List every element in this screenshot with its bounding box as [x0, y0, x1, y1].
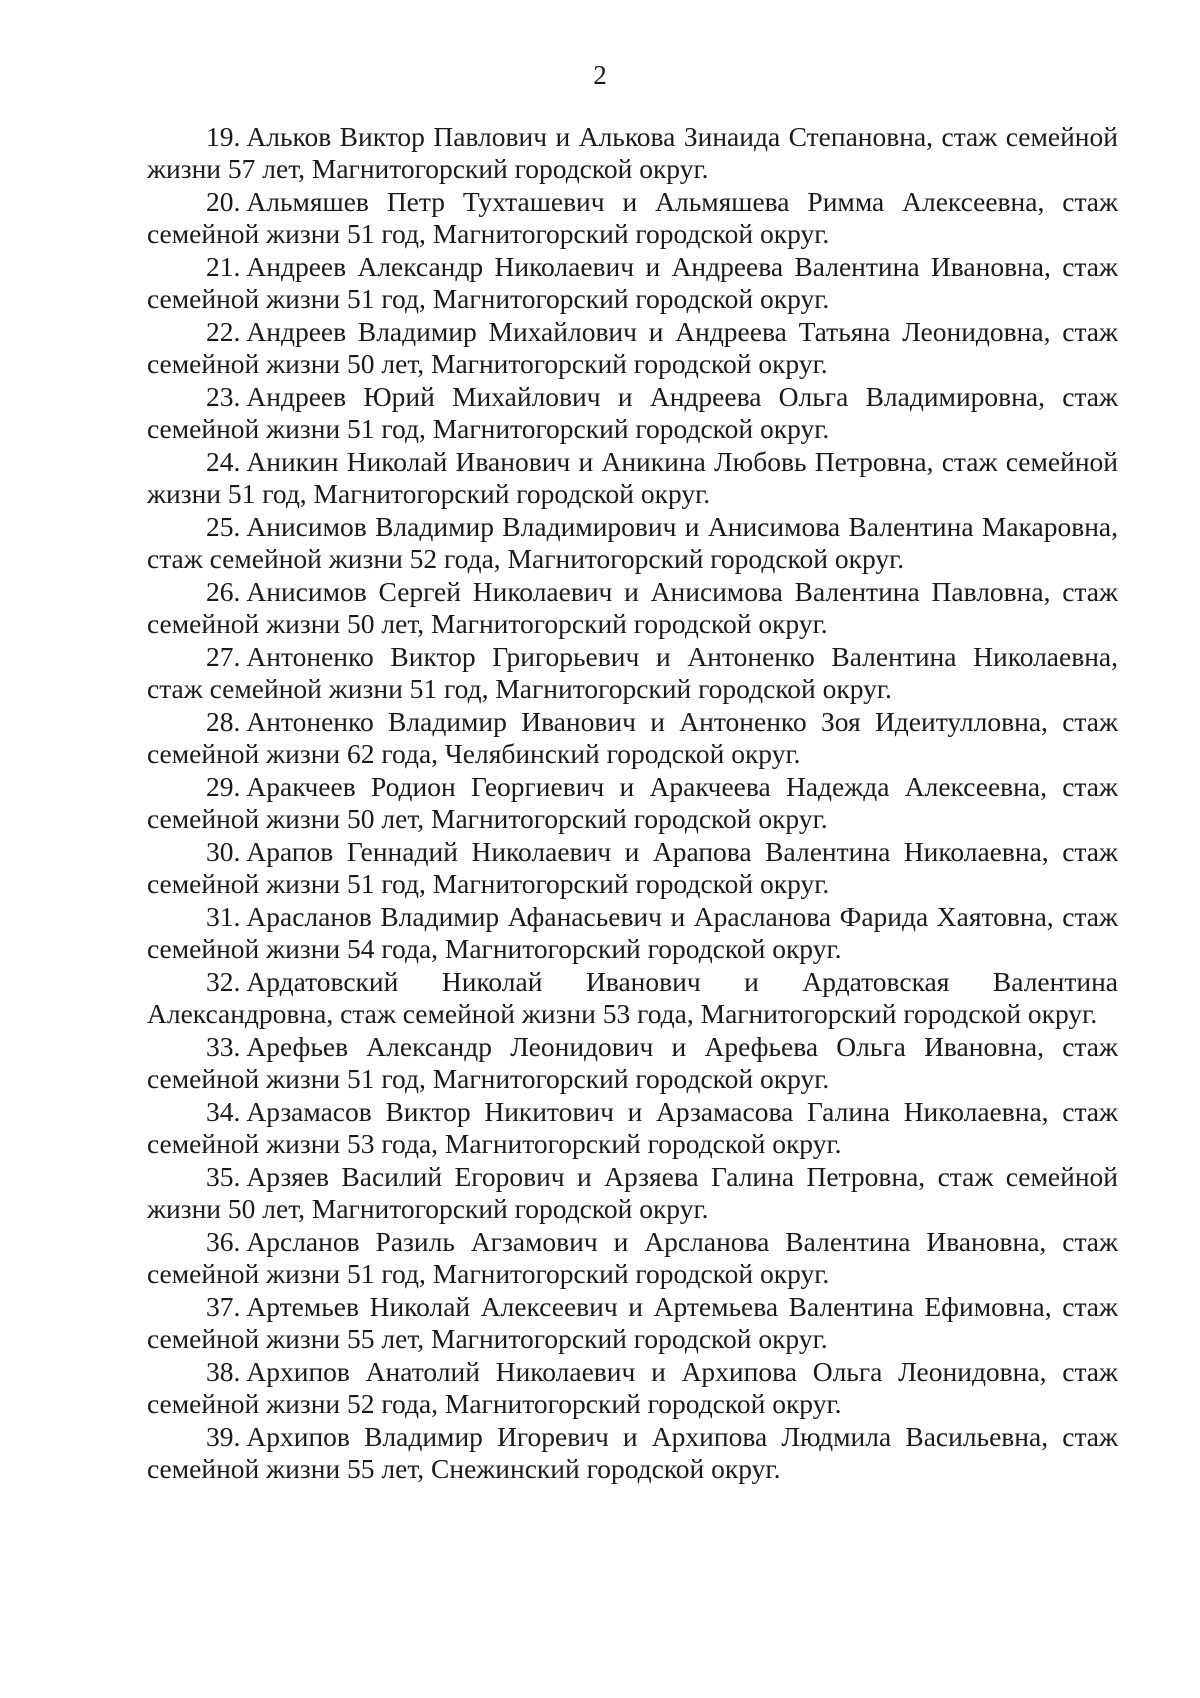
item-text: Артемьев Николай Алексеевич и Артемьева Валентина Ефимовна, стаж семейной жизни 55 лет, Магнитогорский городской округ. — [147, 1291, 1118, 1354]
list-item — [147, 706, 1118, 770]
item-text: Анисимов Сергей Николаевич и Анисимова Валентина Павловна, стаж семейной жизни 50 лет, Магнитогорский городской округ. — [147, 576, 1118, 639]
item-number: 26. — [206, 576, 241, 607]
item-text: Андреев Юрий Михайлович и Андреева Ольга Владимировна, стаж семейной жизни 51 год, Магнитогорский городской округ. — [147, 381, 1118, 444]
item-number: 36. — [206, 1226, 241, 1257]
list-item — [147, 966, 1118, 1030]
item-text: Архипов Владимир Игоревич и Архипова Людмила Васильевна, стаж семейной жизни 55 лет, Снежинский городской округ. — [147, 1421, 1118, 1484]
item-number: 33. — [206, 1031, 241, 1062]
item-number: 20. — [206, 186, 241, 217]
item-number: 27. — [206, 641, 241, 672]
item-text: Антоненко Владимир Иванович и Антоненко Зоя Идеитулловна, стаж семейной жизни 62 года, Челябинский городской округ. — [147, 706, 1118, 769]
award-list — [147, 121, 1118, 1486]
item-number: 28. — [206, 706, 241, 737]
item-text: Андреев Владимир Михайлович и Андреева Татьяна Леонидовна, стаж семейной жизни 50 лет, Магнитогорский городской округ. — [147, 316, 1118, 379]
list-item — [147, 316, 1118, 380]
item-text: Арефьев Александр Леонидович и Арефьева Ольга Ивановна, стаж семейной жизни 51 год, Магнитогорский городской округ. — [147, 1031, 1118, 1094]
item-text: Андреев Александр Николаевич и Андреева Валентина Ивановна, стаж семейной жизни 51 год, Магнитогорский городской округ. — [147, 251, 1118, 314]
item-number: 21. — [206, 251, 241, 282]
item-text: Арсланов Разиль Агзамович и Арсланова Валентина Ивановна, стаж семейной жизни 51 год, Магнитогорский городской округ. — [147, 1226, 1118, 1289]
item-number: 37. — [206, 1291, 241, 1322]
list-item — [147, 836, 1118, 900]
item-number: 39. — [206, 1421, 241, 1452]
list-item — [147, 576, 1118, 640]
item-text: Арзамасов Виктор Никитович и Арзамасова Галина Николаевна, стаж семейной жизни 53 года, Магнитогорский городской округ. — [147, 1096, 1118, 1159]
item-number: 19. — [206, 121, 241, 152]
item-number: 22. — [206, 316, 241, 347]
item-number: 31. — [206, 901, 241, 932]
item-text: Арапов Геннадий Николаевич и Арапова Валентина Николаевна, стаж семейной жизни 51 год, Магнитогорский городской округ. — [147, 836, 1118, 899]
list-item — [147, 1356, 1118, 1420]
list-item — [147, 121, 1118, 185]
list-item — [147, 511, 1118, 575]
item-text: Аникин Николай Иванович и Аникина Любовь Петровна, стаж семейной жизни 51 год, Магнитогорский городской округ. — [147, 446, 1118, 509]
list-item — [147, 381, 1118, 445]
item-text: Антоненко Виктор Григорьевич и Антоненко Валентина Николаевна, стаж семейной жизни 51 год, Магнитогорский городской округ. — [147, 641, 1118, 704]
list-item — [147, 771, 1118, 835]
item-number: 34. — [206, 1096, 241, 1127]
list-item — [147, 1161, 1118, 1225]
item-text: Альков Виктор Павлович и Алькова Зинаида Степановна, стаж семейной жизни 57 лет, Магнитогорский городской округ. — [147, 121, 1118, 184]
item-text: Ардатовский Николай Иванович и Ардатовская Валентина Александровна, стаж семейной жизни 53 года, Магнитогорский городской округ. — [147, 966, 1118, 1029]
item-text: Архипов Анатолий Николаевич и Архипова Ольга Леонидовна, стаж семейной жизни 52 года, Магнитогорский городской округ. — [147, 1356, 1118, 1419]
page-number: 2 — [593, 60, 607, 90]
list-item — [147, 446, 1118, 510]
item-number: 30. — [206, 836, 241, 867]
list-item — [147, 186, 1118, 250]
item-text: Аракчеев Родион Георгиевич и Аракчеева Надежда Алексеевна, стаж семейной жизни 50 лет, Магнитогорский городской округ. — [147, 771, 1118, 834]
list-item — [147, 1291, 1118, 1355]
list-item — [147, 1421, 1118, 1485]
item-number: 29. — [206, 771, 241, 802]
list-item — [147, 251, 1118, 315]
list-item — [147, 641, 1118, 705]
list-item — [147, 901, 1118, 965]
item-text: Арасланов Владимир Афанасьевич и Арасланова Фарида Хаятовна, стаж семейной жизни 54 года, Магнитогорский городской округ. — [147, 901, 1118, 964]
list-item — [147, 1031, 1118, 1095]
item-text: Арзяев Василий Егорович и Арзяева Галина Петровна, стаж семейной жизни 50 лет, Магнитогорский городской округ. — [147, 1161, 1118, 1224]
item-number: 25. — [206, 511, 241, 542]
item-text: Анисимов Владимир Владимирович и Анисимова Валентина Макаровна, стаж семейной жизни 52 года, Магнитогорский городской округ. — [147, 511, 1118, 574]
list-item — [147, 1226, 1118, 1290]
item-number: 35. — [206, 1161, 241, 1192]
item-text: Альмяшев Петр Тухташевич и Альмяшева Римма Алексеевна, стаж семейной жизни 51 год, Магнитогорский городской округ. — [147, 186, 1118, 249]
list-item — [147, 1096, 1118, 1160]
item-number: 23. — [206, 381, 241, 412]
item-number: 32. — [206, 966, 241, 997]
item-number: 24. — [206, 446, 241, 477]
item-number: 38. — [206, 1356, 241, 1387]
